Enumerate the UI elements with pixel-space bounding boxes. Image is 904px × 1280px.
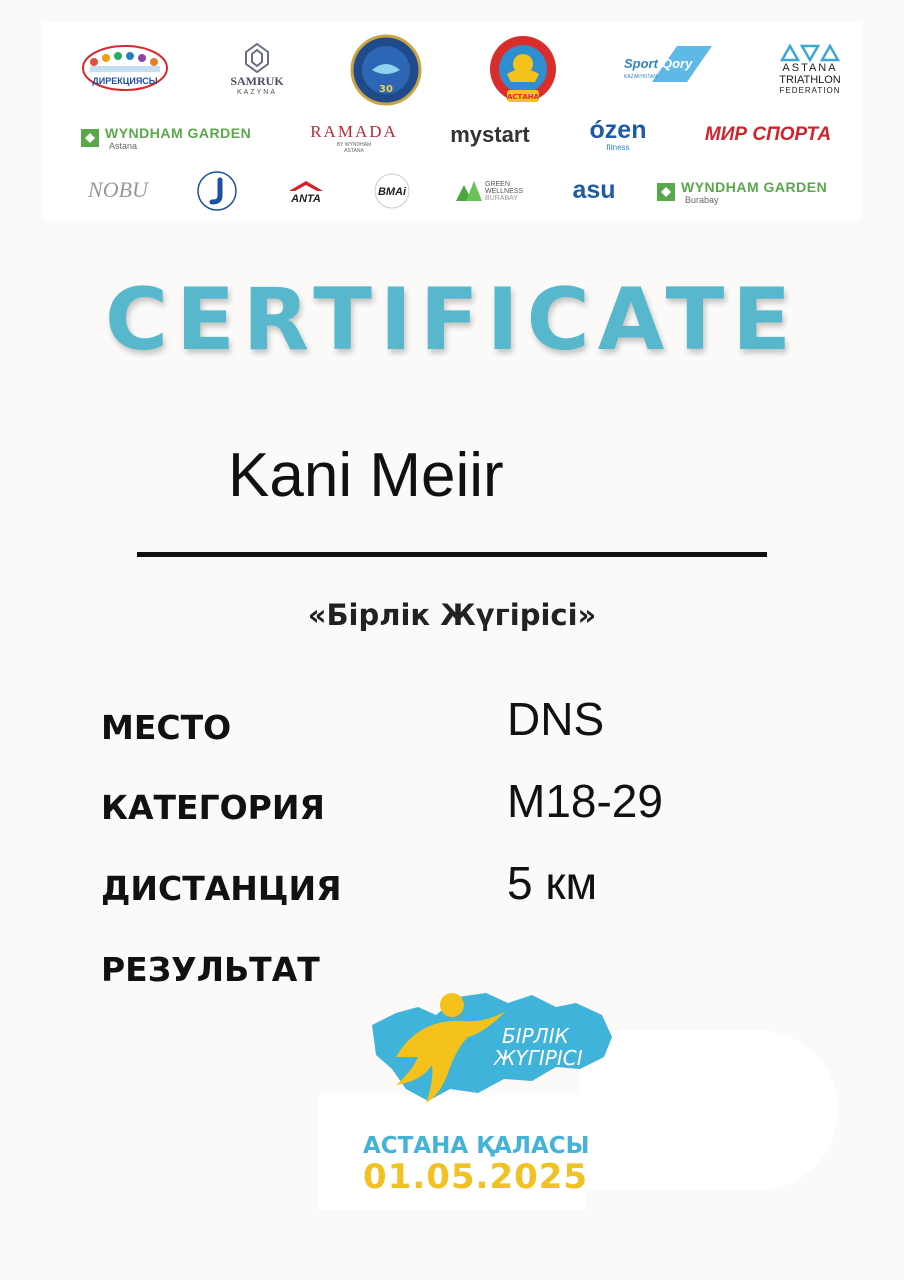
mir-sporta-logo: [694, 120, 842, 150]
distance-value: 5 км: [507, 857, 598, 909]
wyndham-burabay-text: WYNDHAM GARDEN: [681, 179, 828, 195]
ozen-subtext: fitness: [606, 143, 630, 152]
astana-badge-text: АСТАНА: [506, 93, 540, 101]
kazakhstan-map-icon: [366, 985, 626, 1110]
result-label: РЕЗУЛЬТАТ: [101, 950, 320, 989]
green-wellness-text-1: GREEN: [485, 180, 510, 188]
astana-emblem-logo: [487, 34, 559, 108]
mir-sporta-text: МИР СПОРТА: [704, 124, 832, 145]
mystart-logo: [438, 120, 542, 150]
green-wellness-text-2: WELLNESS: [485, 187, 524, 195]
qory-text: Qory: [662, 56, 693, 71]
direction-text: ДИРЕКЦИЯСЫ: [92, 76, 158, 86]
wyndham-text: WYNDHAM GARDEN: [105, 125, 252, 141]
emblem-line-1: БІРЛІК: [502, 1024, 569, 1048]
ramada-logo: [304, 120, 404, 156]
triathlon-text-1: ASTANA: [782, 61, 838, 74]
direction-logo: [80, 42, 170, 97]
wyndham-astana-logo: [80, 120, 270, 156]
triathlon-logo: [772, 36, 848, 102]
seal-number: 30: [379, 84, 393, 95]
sponsor-logos: [42, 22, 862, 220]
nobu-text: NOBU: [88, 177, 148, 202]
triathlon-text-2: TRIATHLON: [779, 73, 841, 86]
wyndham-city: Astana: [109, 141, 138, 151]
sport-subtext: KAZAKHSTAN: [624, 74, 657, 80]
bmai-logo: [364, 172, 420, 210]
wyndham-burabay-city: Burabay: [685, 195, 719, 205]
emblem-city: АСТАНА ҚАЛАСЫ: [363, 1133, 590, 1159]
place-value: DNS: [507, 693, 605, 745]
ramada-subtext: BY WYNDHAM: [336, 142, 372, 148]
samruk-logo: [227, 38, 287, 100]
mystart-text: mystart: [450, 122, 530, 147]
ozen-logo: [578, 116, 658, 154]
triathlon-text-3: FEDERATION: [779, 85, 841, 95]
green-wellness-text-3: BURABAY: [485, 194, 518, 202]
seal-30-logo: [350, 34, 422, 106]
runner-head: [440, 993, 464, 1017]
nobu-logo: [80, 172, 156, 208]
participant-name: Kani Meiir: [228, 441, 504, 510]
ozen-text: ózen: [589, 116, 647, 144]
event-name: «Бірлік Жүгірісі»: [307, 598, 597, 632]
wyndham-burabay-logo: [656, 174, 846, 210]
ramada-city: ASTANA: [344, 148, 364, 154]
sport-text: Sport: [624, 56, 658, 71]
anta-text: ANTA: [291, 193, 321, 205]
emblem-line-2: ЖҮГІРІСІ: [494, 1046, 583, 1070]
category-value: M18-29: [507, 775, 663, 827]
anta-logo: [278, 174, 334, 210]
samruk-text: SAMRUK: [230, 74, 284, 88]
distance-label: ДИСТАНЦИЯ: [101, 869, 342, 908]
name-underline: [137, 552, 767, 557]
category-label: КАТЕГОРИЯ: [101, 788, 325, 827]
place-label: МЕСТО: [101, 708, 232, 747]
bmai-text: BMAi: [377, 186, 407, 198]
asu-text: asu: [572, 175, 616, 204]
sport-qory-logo: [622, 42, 714, 92]
emblem-date: 01.05.2025: [363, 1157, 589, 1197]
green-wellness-logo: [454, 174, 536, 208]
samruk-subtext: KAZYNA: [236, 89, 277, 96]
asu-logo: [564, 172, 624, 208]
ramada-text: RAMADA: [310, 122, 398, 141]
joma-logo: [196, 170, 238, 212]
certificate-title: CERTIFICATE: [104, 270, 800, 370]
